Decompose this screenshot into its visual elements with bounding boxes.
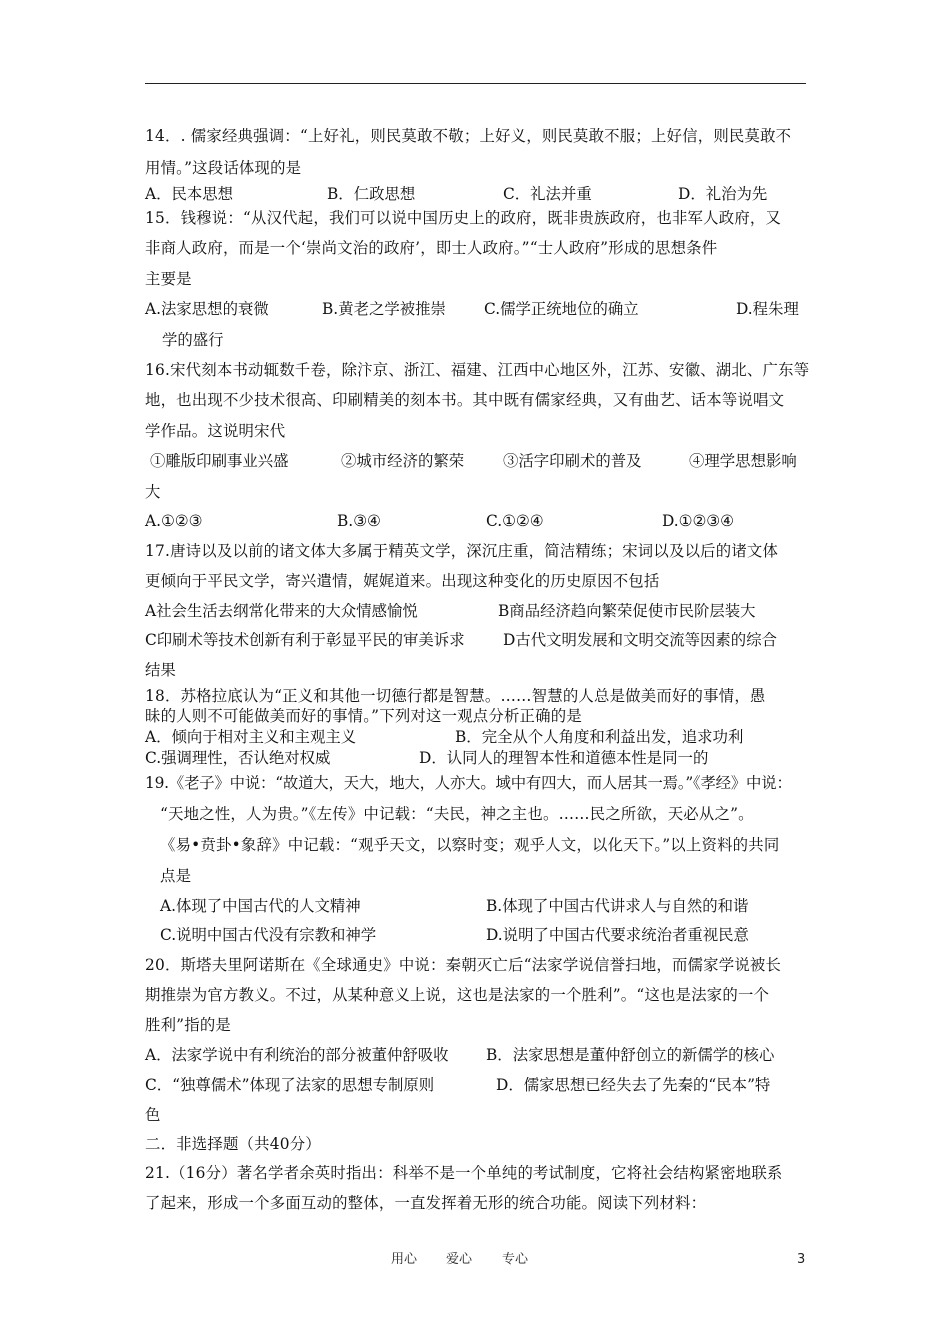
- q14-stem-line-2: 用情。”这段话体现的是: [145, 159, 302, 177]
- q18-option-c: C.强调理性，否认绝对权威: [145, 749, 331, 767]
- q14-stem-line-1: 14．. 儒家经典强调：“上好礼，则民莫敢不敬；上好义，则民莫敢不服；上好信，则民莫敢不: [145, 127, 792, 145]
- q16-option-a: A.①②③: [145, 512, 203, 530]
- q15-stem-line-3: 主要是: [145, 270, 192, 288]
- q14-option-c: C．礼法并重: [503, 185, 592, 203]
- q19-option-b: B.体现了中国古代讲求人与自然的和谐: [486, 897, 749, 915]
- q16-item-3: ③活字印刷术的普及: [503, 452, 642, 470]
- q17-option-d: D古代文明发展和文明交流等因素的综合: [503, 631, 777, 649]
- q19-option-c: C.说明中国古代没有宗教和神学: [160, 926, 377, 944]
- q17-option-a: A社会生活去纲常化带来的大众情感愉悦: [145, 602, 418, 620]
- q18-stem-line-2: 昧的人则不可能做美而好的事情。”下列对这一观点分析正确的是: [145, 707, 582, 725]
- q20-stem-line-1: 20．斯塔夫里阿诺斯在《全球通史》中说：秦朝灭亡后“法家学说信誉扫地，而儒家学说被长: [145, 956, 782, 974]
- q20-option-b: B．法家思想是董仲舒创立的新儒学的核心: [486, 1046, 775, 1064]
- q17-stem-line-1: 17.唐诗以及以前的诸文体大多属于精英文学，深沉庄重，简洁精练；宋词以及以后的诸文体: [145, 542, 779, 560]
- page-footer: [0, 1250, 950, 1270]
- q19-option-d: D.说明了中国古代要求统治者重视民意: [486, 926, 749, 944]
- footer-motto-2: 爱心: [446, 1252, 473, 1267]
- q20-option-d: D．儒家思想已经失去了先秦的“民本”特: [496, 1076, 771, 1094]
- q15-option-a: A.法家思想的衰微: [145, 300, 269, 318]
- q15-option-d-continuation: 学的盛行: [162, 331, 224, 349]
- q19-stem-line-2: “天地之性，人为贵。”《左传》中记载：“夫民，神之主也。……民之所欲，天必从之”。: [160, 805, 754, 823]
- q16-item-4: ④理学思想影响: [689, 452, 797, 470]
- q20-option-c: C．“独尊儒术”体现了法家的思想专制原则: [145, 1076, 435, 1094]
- q19-option-a: A.体现了中国古代的人文精神: [160, 897, 361, 915]
- q17-option-b: B商品经济趋向繁荣促使市民阶层装大: [498, 602, 756, 620]
- page-number: 3: [797, 1252, 806, 1267]
- q20-option-d-continuation: 色: [145, 1106, 161, 1124]
- q15-stem-line-2: 非商人政府，而是一个‘崇尚文治的政府’，即士人政府。”“士人政府”形成的思想条件: [145, 239, 718, 257]
- q20-stem-line-2: 期推崇为官方教义。不过，从某种意义上说，这也是法家的一个胜利”。“这也是法家的一个: [145, 986, 770, 1004]
- q14-option-a: A．民本思想: [145, 185, 234, 203]
- q15-option-b: B.黄老之学被推崇: [322, 300, 446, 318]
- q21-stem-line-1: 21.（16分）著名学者余英时指出：科举不是一个单纯的考试制度，它将社会结构紧密地联系: [145, 1164, 783, 1182]
- q16-option-b: B.③④: [337, 512, 381, 530]
- q18-option-b: B．完全从个人角度和利益出发，追求功利: [455, 728, 744, 746]
- q17-option-c: C印刷术等技术创新有利于彰显平民的审美诉求: [145, 631, 465, 649]
- footer-motto-3: 专心: [502, 1252, 529, 1267]
- q15-stem-line-1: 15．钱穆说：“从汉代起，我们可以说中国历史上的政府，既非贵族政府，也非军人政府，又: [145, 209, 782, 227]
- q17-stem-line-2: 更倾向于平民文学，寄兴遣情，娓娓道来。出现这种变化的历史原因不包括: [145, 572, 660, 590]
- header-rule: [145, 83, 806, 84]
- q17-option-d-continuation: 结果: [145, 661, 176, 679]
- q16-item-2: ②城市经济的繁荣: [341, 452, 465, 470]
- q19-stem-line-4: 点是: [160, 867, 192, 885]
- q19-stem-line-3: 《易•贲卦•象辞》中记载：“观乎天文，以察时变；观乎人文，以化天下。”以上资料的共同: [160, 836, 780, 854]
- footer-motto-1: 用心: [391, 1252, 418, 1267]
- q15-option-d: D.程朱理: [736, 300, 799, 318]
- q16-stem-line-1: 16.宋代刻本书动辄数千卷，除汴京、浙江、福建、江西中心地区外，江苏、安徽、湖北、广东等: [145, 361, 810, 379]
- q16-item-4-continuation: 大: [145, 483, 161, 501]
- q18-option-d: D．认同人的理智本性和道德本性是同一的: [419, 749, 709, 767]
- q19-stem-line-1: 19.《老子》中说：“故道大，天大，地大，人亦大。域中有四大，而人居其一焉。”《孝经》中说：: [145, 774, 792, 792]
- q21-stem-line-2: 了起来，形成一个多面互动的整体，一直发挥着无形的统合功能。阅读下列材料：: [145, 1194, 707, 1212]
- q20-stem-line-3: 胜利”指的是: [145, 1016, 232, 1034]
- q15-option-c: C.儒学正统地位的确立: [484, 300, 639, 318]
- q18-option-a: A．倾向于相对主义和主观主义: [145, 728, 357, 746]
- q16-stem-line-2: 地，也出现不少技术很高、印刷精美的刻本书。其中既有儒家经典，又有曲艺、话本等说唱文: [145, 391, 785, 409]
- q14-option-d: D．礼治为先: [678, 185, 768, 203]
- q16-option-d: D.①②③④: [662, 512, 734, 530]
- section-2-heading: 二．非选择题（共40分）: [145, 1135, 321, 1153]
- q16-item-1: ①雕版印刷事业兴盛: [150, 452, 289, 470]
- q18-stem-line-1: 18．苏格拉底认为“正义和其他一切德行都是智慧。……智慧的人总是做美而好的事情，愚: [145, 687, 766, 705]
- q20-option-a: A．法家学说中有利统治的部分被董仲舒吸收: [145, 1046, 449, 1064]
- q16-option-c: C.①②④: [486, 512, 544, 530]
- q16-stem-line-3: 学作品。这说明宋代: [145, 422, 286, 440]
- q14-option-b: B．仁政思想: [327, 185, 416, 203]
